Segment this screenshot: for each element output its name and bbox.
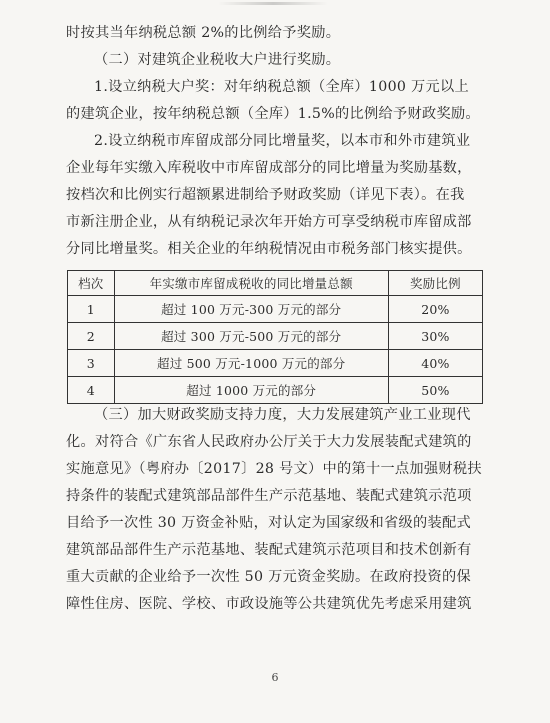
text-line: 重大贡献的企业给予一次性 50 万元资金奖励。在政府投资的保 <box>66 569 471 585</box>
text-line: 时按其当年纳税总额 2%的比例给予奖励。 <box>66 25 341 41</box>
table-cell-ratio: 40% <box>388 350 482 377</box>
section-heading-3: （三）加大财政奖励支持力度，大力发展建筑产业工业现代 <box>94 407 471 423</box>
table-cell-ratio: 50% <box>388 377 482 404</box>
table-row <box>68 296 483 323</box>
text-line: 实施意见》（粤府办〔2017〕28 号文）中的第十一点加强财税扶 <box>66 461 482 477</box>
paragraph-top <box>66 20 482 263</box>
text-line: 分同比增量奖。相关企业的年纳税情况由市税务部门核实提供。 <box>66 241 472 257</box>
text-line: 2.设立纳税市库留成部分同比增量奖，以本市和外市建筑业 <box>94 133 471 149</box>
table-cell-range: 超过 300 万元-500 万元的部分 <box>114 323 388 350</box>
reward-table <box>67 270 483 404</box>
text-line: 建筑部品部件生产示范基地、装配式建筑示范项目和技术创新有 <box>66 542 472 558</box>
text-line: 按档次和比例实行超额累进制给予财政奖励（详见下表）。在我 <box>66 187 465 203</box>
table-header-level: 档次 <box>68 271 115 296</box>
text-line: 目给予一次性 30 万资金补贴，对认定为国家级和省级的装配式 <box>66 515 471 531</box>
table-cell-level: 1 <box>68 296 115 323</box>
table-cell-ratio: 30% <box>388 323 482 350</box>
text-line: 的建筑企业，按年纳税总额（全库）1.5%的比例给予财政奖励。 <box>66 106 480 122</box>
table-cell-range: 超过 100 万元-300 万元的部分 <box>114 296 388 323</box>
table-row <box>68 377 483 404</box>
paragraph-bottom <box>66 402 482 618</box>
section-heading-2: （二）对建筑企业税收大户进行奖励。 <box>94 52 341 68</box>
table-header-ratio: 奖励比例 <box>388 271 482 296</box>
text-line: 化。对符合《广东省人民政府办公厅关于大力发展装配式建筑的 <box>66 434 472 450</box>
text-line: 企业每年实缴入库税收中市库留成部分的同比增量为奖励基数， <box>66 160 472 176</box>
text-line: 1.设立纳税大户奖：对年纳税总额（全库）1000 万元以上 <box>94 79 469 95</box>
table-cell-level: 4 <box>68 377 115 404</box>
text-line: 障性住房、医院、学校、市政设施等公共建筑优先考虑采用建筑 <box>66 596 472 612</box>
table-cell-level: 3 <box>68 350 115 377</box>
table-header-row <box>68 271 483 296</box>
table-row <box>68 350 483 377</box>
text-line: 市新注册企业，从有纳税记录次年开始方可享受纳税市库留成部 <box>66 214 472 230</box>
table-row <box>68 323 483 350</box>
table-header-range: 年实缴市库留成税收的同比增量总额 <box>114 271 388 296</box>
table-cell-level: 2 <box>68 323 115 350</box>
text-line: 持条件的装配式建筑部品部件生产示范基地、装配式建筑示范项 <box>66 488 472 504</box>
table-cell-range: 超过 500 万元-1000 万元的部分 <box>114 350 388 377</box>
table-cell-ratio: 20% <box>388 296 482 323</box>
page-number: 6 <box>271 671 279 684</box>
table-cell-range: 超过 1000 万元的部分 <box>114 377 388 404</box>
scan-artifact <box>218 2 328 5</box>
